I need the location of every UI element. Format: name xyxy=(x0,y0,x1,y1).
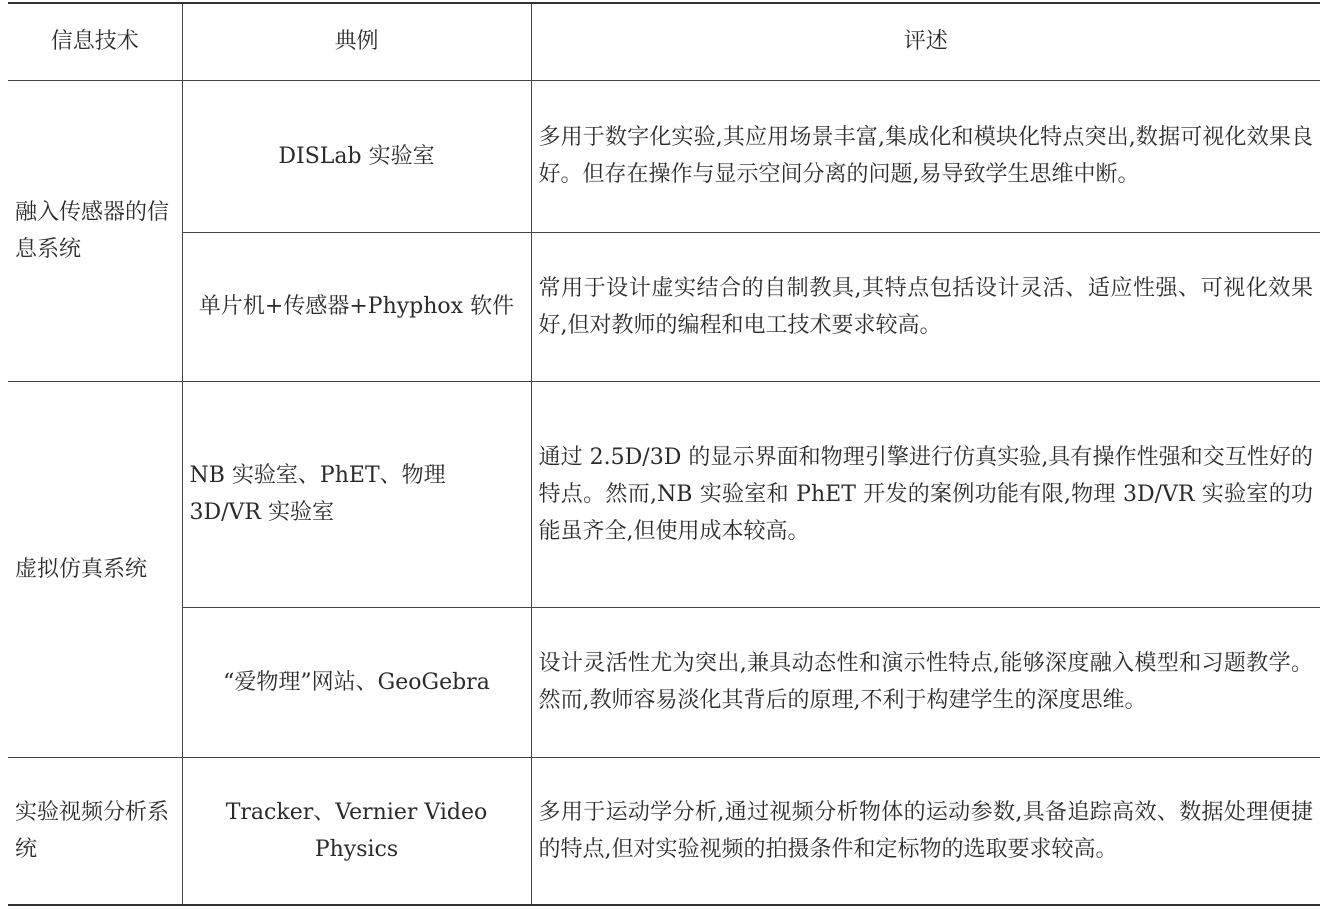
example-cell: “爱物理”网站、GeoGebra xyxy=(182,607,531,757)
example-cell: Tracker、Vernier Video Physics xyxy=(182,757,531,905)
category-cell: 实验视频分析系统 xyxy=(8,757,182,905)
comment-cell: 多用于数字化实验,其应用场景丰富,集成化和模块化特点突出,数据可视化效果良好。但存在操作与显示空间分离的问题,易导致学生思维中断。 xyxy=(531,80,1320,232)
table-row xyxy=(8,232,1320,381)
header-comment: 评述 xyxy=(531,3,1320,80)
category-cell: 融入传感器的信息系统 xyxy=(8,80,182,381)
category-cell: 虚拟仿真系统 xyxy=(8,381,182,757)
table-header-row xyxy=(8,3,1320,80)
table-row xyxy=(8,381,1320,607)
example-cell: NB 实验室、PhET、物理 3D/VR 实验室 xyxy=(182,381,531,607)
comment-cell: 常用于设计虚实结合的自制教具,其特点包括设计灵活、适应性强、可视化效果好,但对教师的编程和电工技术要求较高。 xyxy=(531,232,1320,381)
info-tech-table xyxy=(8,2,1320,906)
table-row xyxy=(8,80,1320,232)
example-cell: 单片机+传感器+Phyphox 软件 xyxy=(182,232,531,381)
header-example: 典例 xyxy=(182,3,531,80)
table-row xyxy=(8,607,1320,757)
example-cell: DISLab 实验室 xyxy=(182,80,531,232)
comment-cell: 设计灵活性尤为突出,兼具动态性和演示性特点,能够深度融入模型和习题教学。然而,教师容易淡化其背后的原理,不利于构建学生的深度思维。 xyxy=(531,607,1320,757)
table-row xyxy=(8,757,1320,905)
comment-cell: 通过 2.5D/3D 的显示界面和物理引擎进行仿真实验,具有操作性强和交互性好的特点。然而,NB 实验室和 PhET 开发的案例功能有限,物理 3D/VR 实验室的功能虽齐全,但使用成本较高。 xyxy=(531,381,1320,607)
comment-cell: 多用于运动学分析,通过视频分析物体的运动参数,具备追踪高效、数据处理便捷的特点,但对实验视频的拍摄条件和定标物的选取要求较高。 xyxy=(531,757,1320,905)
header-info-tech: 信息技术 xyxy=(8,3,182,80)
